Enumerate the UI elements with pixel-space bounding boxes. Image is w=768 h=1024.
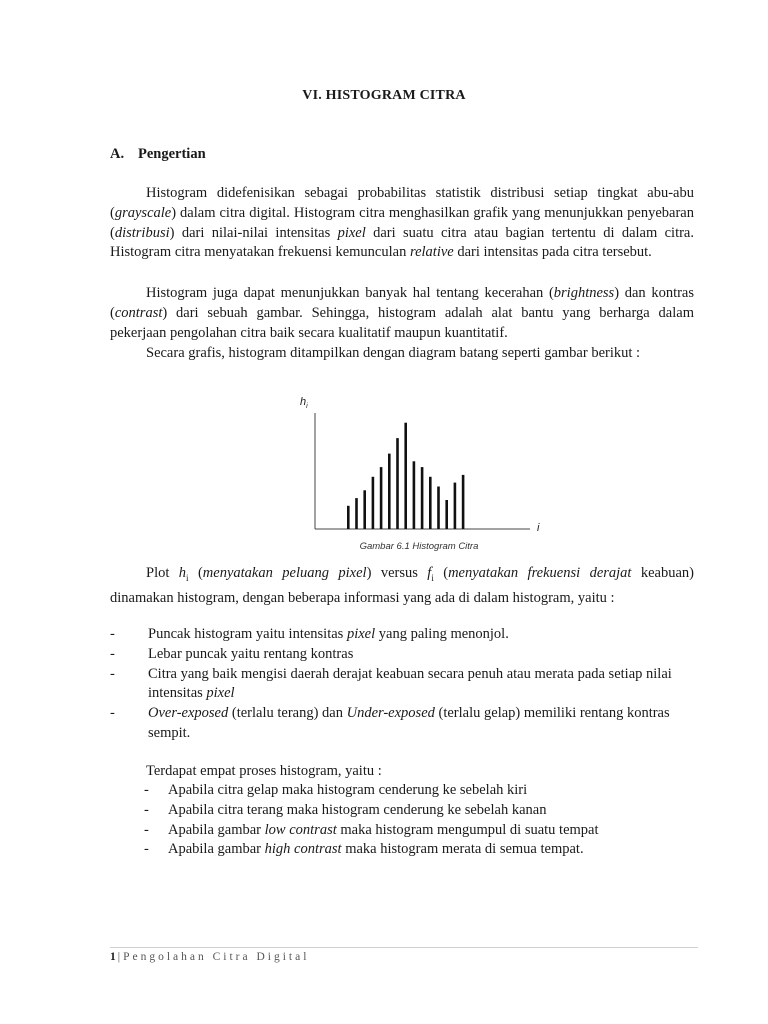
histogram-bars bbox=[347, 423, 464, 529]
footer-divider bbox=[110, 947, 698, 948]
list-item: - Apabila citra gelap maka histogram cenderung ke sebelah kiri bbox=[110, 781, 694, 801]
list-item: - Lebar puncak yaitu rentang kontras bbox=[110, 645, 694, 665]
histogram-bar bbox=[363, 490, 366, 529]
histogram-bar bbox=[413, 461, 416, 529]
list-item: - Apabila gambar high contrast maka histogram merata di semua tempat. bbox=[110, 840, 694, 860]
list-item: - Citra yang baik mengisi daerah derajat keabuan secara penuh atau merata pada setiap nilai intensitas pixel bbox=[110, 665, 694, 705]
histogram-bar bbox=[347, 506, 350, 529]
list-item: - Puncak histogram yaitu intensitas pixel yang paling menonjol. bbox=[110, 625, 694, 645]
section-heading bbox=[110, 146, 206, 163]
histogram-bar bbox=[437, 487, 440, 530]
paragraph-plot: Plot $h_i$ (menyatakan peluang pixel) versus $f_i$ (menyatakan frekuensi derajat keabuan) dinamakan histogram, dengan beberapa informasi yang ada di dalam histogram, yaitu : bbox=[110, 565, 694, 606]
paragraph-definition: Histogram didefenisikan sebagai probabilitas statistik distribusi setiap tingkat abu-abu (grayscale) dalam citra digital. Histogram citra menghasilkan grafik yang menunjukkan penyebaran (distribusi) dari nilai-nilai intensitas pixel dari suatu citra atau bagian tertentu di dalam citra. Histogram citra menyatakan frekuensi kemunculan relative dari intensitas pada citra tersebut. bbox=[110, 185, 694, 261]
paragraph-usage: Histogram juga dapat menunjukkan banyak hal tentang kecerahan (brightness) dan kontras (contrast) dari sebuah gambar. Sehingga, histogram adalah alat bantu yang berharga dalam pekerjaan pengolahan citra baik secara kualitatif maupun kuantitatif. bbox=[110, 285, 695, 341]
histogram-bar bbox=[388, 454, 391, 529]
x-axis-label: i bbox=[537, 522, 540, 534]
page-number: 1 bbox=[110, 951, 116, 963]
list-item: - Over-exposed (terlalu terang) dan Under-exposed (terlalu gelap) memiliki rentang kontras sempit. bbox=[110, 704, 694, 744]
histogram-figure bbox=[290, 388, 560, 558]
list-item: - Apabila citra terang maka histogram cenderung ke sebelah kanan bbox=[110, 801, 694, 821]
figure-caption: Gambar 6.1 Histogram Citra bbox=[359, 541, 479, 552]
page-title: VI. HISTOGRAM CITRA bbox=[302, 88, 466, 103]
histogram-chart bbox=[290, 388, 560, 558]
histogram-process-list bbox=[110, 781, 694, 860]
histogram-bar bbox=[421, 467, 424, 529]
paragraph-graphic: Secara grafis, histogram ditampilkan dengan diagram batang seperti gambar berikut : bbox=[146, 345, 641, 361]
histogram-bar bbox=[445, 500, 448, 529]
footer-separator: | bbox=[117, 951, 121, 963]
histogram-bar bbox=[429, 477, 432, 529]
y-axis-label: $h_i$ bbox=[300, 396, 308, 410]
histogram-bar bbox=[355, 498, 358, 529]
section-title: Pengertian bbox=[138, 146, 206, 162]
histogram-info-list bbox=[110, 625, 694, 744]
list-item: - Apabila gambar low contrast maka histogram mengumpul di suatu tempat bbox=[110, 821, 694, 841]
histogram-bar bbox=[372, 477, 375, 529]
histogram-bar bbox=[462, 475, 465, 529]
page-footer bbox=[110, 951, 309, 963]
histogram-bar bbox=[380, 467, 383, 529]
paragraph-processes: Terdapat empat proses histogram, yaitu : bbox=[146, 763, 382, 779]
histogram-bar bbox=[404, 423, 407, 529]
footer-text: Pengolahan Citra Digital bbox=[123, 951, 310, 963]
histogram-bar bbox=[454, 483, 457, 529]
section-number: A. bbox=[110, 146, 125, 162]
histogram-bar bbox=[396, 438, 399, 529]
